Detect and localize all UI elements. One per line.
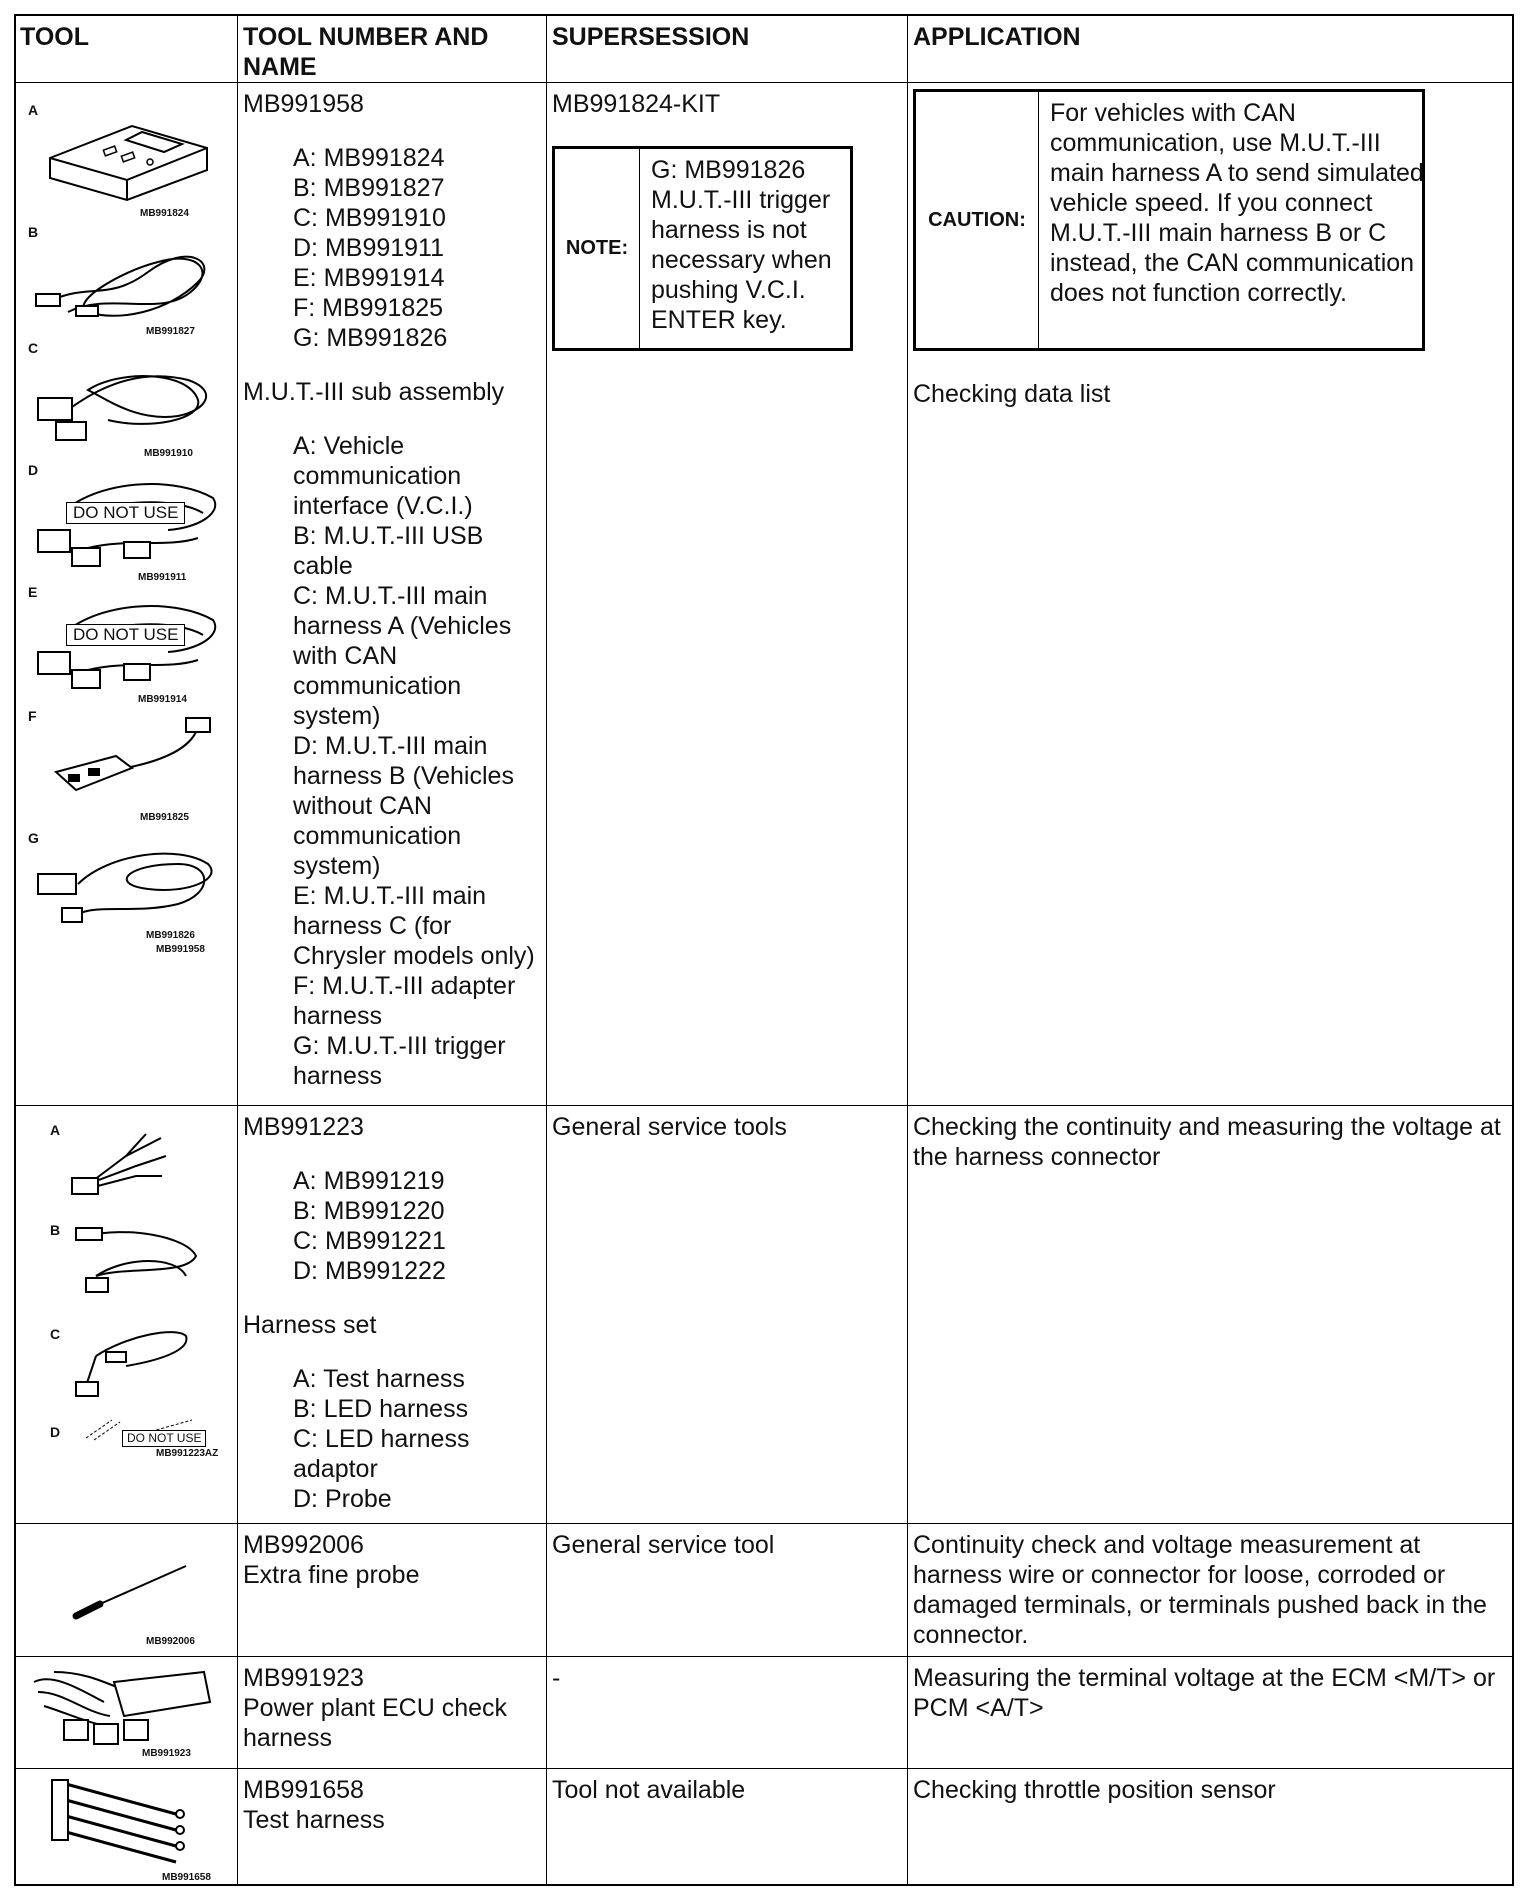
tool-number: MB991958 <box>243 90 364 118</box>
name-item-list <box>243 431 543 1091</box>
image-caption: MB991825 <box>140 812 189 823</box>
tool-number-cell <box>243 1112 543 1514</box>
image-letter: G <box>28 830 39 846</box>
name-item: G: M.U.T.-III trigger harness <box>293 1032 506 1090</box>
image-caption: MB991958 <box>156 944 205 955</box>
caution-box <box>913 89 1425 351</box>
image-letter: C <box>50 1326 61 1342</box>
vci-unit-image <box>42 108 222 208</box>
image-letter: A <box>28 102 39 118</box>
note-text: G: MB991826 M.U.T.-III trigger harness is not necessary when pushing V.C.I. ENTER key. <box>651 156 832 334</box>
tool-number: MB991658 <box>243 1776 364 1804</box>
sub-item-list <box>243 1166 543 1286</box>
supersession: MB991824-KIT <box>552 90 721 118</box>
extra-fine-probe-image <box>66 1556 196 1626</box>
name-item: B: LED harness <box>293 1395 469 1423</box>
tool-number: MB991223 <box>243 1113 364 1141</box>
image-caption: MB991911 <box>138 572 187 583</box>
name-item: D: Probe <box>293 1485 392 1513</box>
name-item: C: M.U.T.-III main harness A (Vehicles with CAN communication system) <box>293 582 512 730</box>
image-letter: B <box>50 1222 61 1238</box>
header-application: APPLICATION <box>913 23 1081 51</box>
supersession: Tool not available <box>552 1776 746 1804</box>
tool-number: MB992006 <box>243 1531 364 1559</box>
image-caption: MB992006 <box>146 1636 195 1647</box>
special-tools-table <box>14 14 1514 1886</box>
trigger-harness-image <box>28 834 228 934</box>
image-letter: D <box>28 462 39 478</box>
name-item: B: M.U.T.-III USB cable <box>293 522 484 580</box>
application: Measuring the terminal voltage at the ECM <M/T> or PCM <A/T> <box>913 1664 1496 1722</box>
application: Checking the continuity and measuring the voltage at the harness connector <box>913 1113 1501 1171</box>
supersession: General service tool <box>552 1531 775 1559</box>
sub-item: G: MB991826 <box>293 324 448 352</box>
image-caption: MB991827 <box>146 326 195 337</box>
do-not-use-label: DO NOT USE <box>66 624 185 646</box>
tool-name: Extra fine probe <box>243 1561 420 1589</box>
sub-item: F: MB991825 <box>293 294 444 322</box>
sub-item: A: MB991824 <box>293 144 445 172</box>
main-harness-a-image <box>28 350 228 450</box>
image-letter: B <box>28 224 39 240</box>
image-caption: MB991223AZ <box>156 1448 219 1459</box>
supersession: - <box>552 1664 561 1692</box>
name-item: A: Test harness <box>293 1365 465 1393</box>
column-divider <box>907 16 908 1884</box>
image-caption: MB991914 <box>138 694 187 705</box>
row-divider <box>16 82 1512 83</box>
column-divider <box>546 16 547 1884</box>
header-tool: TOOL <box>20 23 89 51</box>
usb-cable-image <box>28 232 228 332</box>
name-item: A: Vehicle communication interface (V.C.I.) <box>293 432 473 520</box>
led-harness-image <box>66 1216 206 1306</box>
name-item: C: LED harness adaptor <box>293 1425 470 1483</box>
tool-number-cell <box>243 1530 543 1590</box>
do-not-use-label: DO NOT USE <box>66 502 185 524</box>
image-letter: D <box>50 1424 61 1440</box>
name-item: E: M.U.T.-III main harness C (for Chrysler models only) <box>293 882 535 970</box>
tool-number-cell <box>243 1775 543 1835</box>
tool-name: Harness set <box>243 1311 377 1339</box>
image-caption: MB991826 <box>146 930 195 941</box>
image-caption: MB991923 <box>142 1748 191 1759</box>
supersession: General service tools <box>552 1113 787 1141</box>
sub-item: A: MB991219 <box>293 1167 445 1195</box>
image-caption: MB991658 <box>162 1872 211 1883</box>
name-item-list <box>243 1364 493 1514</box>
application: Checking data list <box>913 380 1111 408</box>
tool-name: Power plant ECU check harness <box>243 1694 508 1752</box>
name-item: D: M.U.T.-III main harness B (Vehicles without CAN communication system) <box>293 732 514 880</box>
header-supersession: SUPERSESSION <box>552 23 750 51</box>
tool-number: MB991923 <box>243 1664 364 1692</box>
row-divider <box>16 1768 1512 1769</box>
tool-name: Test harness <box>243 1806 385 1834</box>
note-box <box>552 146 853 351</box>
tool-number-cell <box>243 89 543 1091</box>
application: Continuity check and voltage measurement at harness wire or connector for loose, corroded or damaged terminals, or terminals pushed back in the connector. <box>913 1531 1487 1649</box>
image-letter: E <box>28 584 38 600</box>
test-harness-image <box>66 1126 176 1206</box>
led-harness-adaptor-image <box>66 1316 206 1406</box>
image-caption: MB991824 <box>140 208 189 219</box>
image-caption: MB991910 <box>144 448 193 459</box>
caution-label: CAUTION: <box>916 92 1039 348</box>
image-letter: A <box>50 1122 61 1138</box>
sub-item: E: MB991914 <box>293 264 445 292</box>
tool-number-cell <box>243 1663 543 1753</box>
sub-item: C: MB991910 <box>293 204 446 232</box>
name-item: F: M.U.T.-III adapter harness <box>293 972 516 1030</box>
note-label: NOTE: <box>555 149 640 348</box>
sub-item: B: MB991220 <box>293 1197 445 1225</box>
sub-item: B: MB991827 <box>293 174 445 202</box>
adapter-harness-image <box>36 712 226 812</box>
row-divider <box>16 1105 1512 1106</box>
column-divider <box>237 16 238 1884</box>
test-harness-image <box>46 1774 206 1874</box>
sub-item: D: MB991222 <box>293 1257 446 1285</box>
do-not-use-label: DO NOT USE <box>122 1430 206 1447</box>
header-tool-number: TOOL NUMBER AND NAME <box>243 23 489 81</box>
ecu-check-harness-image <box>24 1662 224 1754</box>
row-divider <box>16 1656 1512 1657</box>
sub-item: D: MB991911 <box>293 234 445 262</box>
image-letter: F <box>28 708 37 724</box>
sub-item: C: MB991221 <box>293 1227 446 1255</box>
tool-name: M.U.T.-III sub assembly <box>243 378 505 406</box>
sub-item-list <box>243 143 543 353</box>
row-divider <box>16 1523 1512 1524</box>
caution-text: For vehicles with CAN communication, use M.U.T.-III main harness A to send simulated vehicle speed. If you connect M.U.T.-III main harness B or C instead, the CAN communication does not function correctly. <box>1050 99 1424 307</box>
application: Checking throttle position sensor <box>913 1776 1276 1804</box>
image-letter: C <box>28 340 39 356</box>
